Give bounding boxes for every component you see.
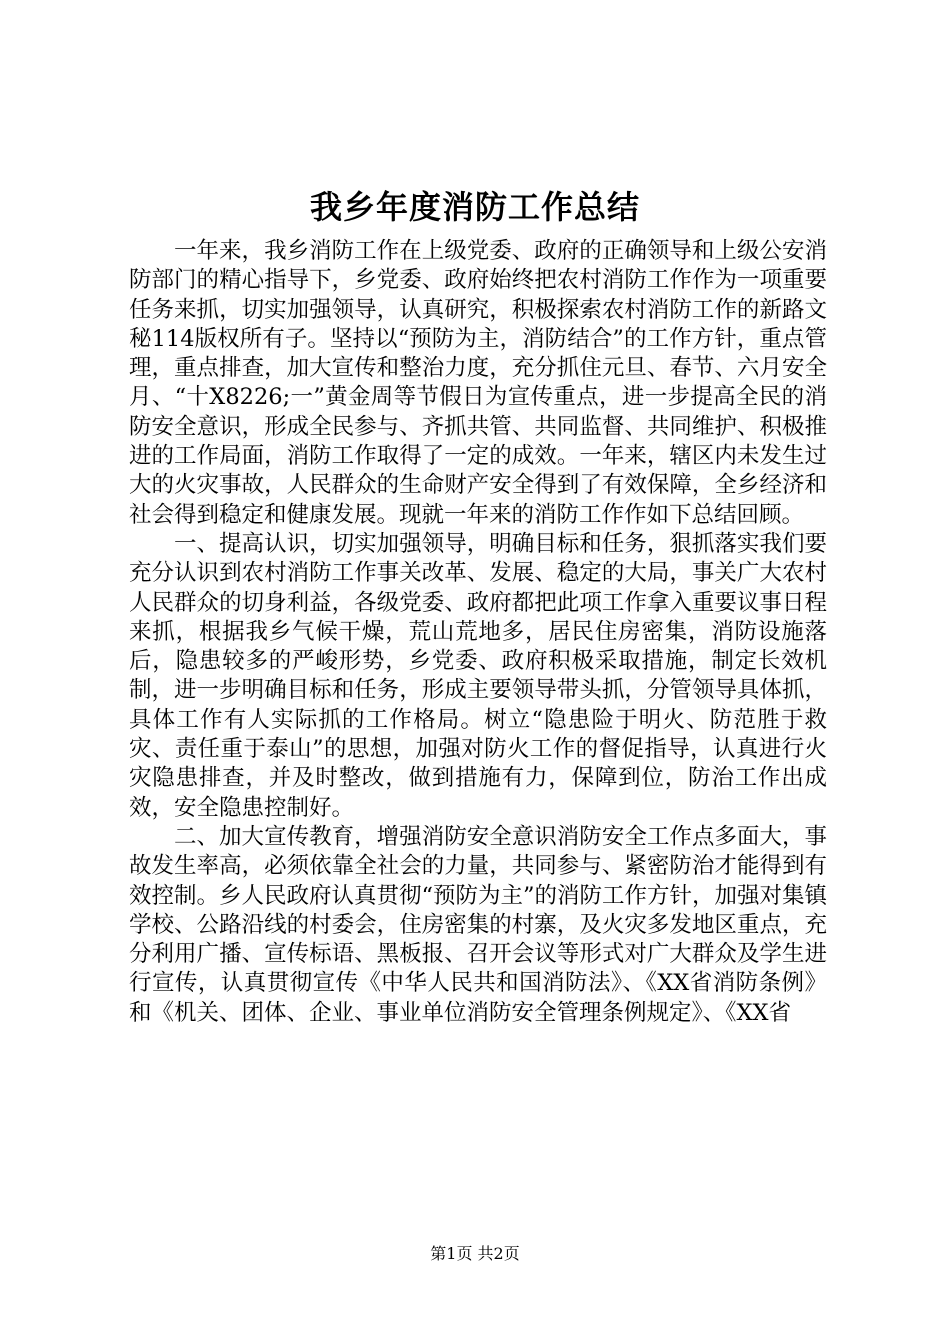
paragraph-section-2: 二、加大宣传教育，增强消防安全意识消防安全工作点多面大，事故发生率高，必须依靠全社会的力量，共同参与、紧密防治才能得到有效控制。乡人民政府认真贯彻“预防为主”的消防工作方针，加强对集镇学校、公路沿线的村委会，住房密集的村寨，及火灾多发地区重点，充分利用广播、宣传标语、黑板报、召开会议等形式对广大群众及学生进行宣传，认真贯彻宣传《中华人民共和国消防法》、《XX省消防条例》和《机关、团体、企业、事业单位消防安全管理条例规定》、《XX省 — [129, 823, 828, 1026]
paragraph-intro: 一年来，我乡消防工作在上级党委、政府的正确领导和上级公安消防部门的精心指导下，乡党委、政府始终把农村消防工作作为一项重要任务来抓，切实加强领导，认真研究，积极探索农村消防工作的新路文秘114版权所有子。坚持以“预防为主，消防结合”的工作方针，重点管理，重点排查，加大宣传和整治力度，充分抓住元旦、春节、六月安全月、“十X8226;一”黄金周等节假日为宣传重点，进一步提高全民的消防安全意识，形成全民参与、齐抓共管、共同监督、共同维护、积极推进的工作局面，消防工作取得了一定的成效。一年来，辖区内未发生过大的火灾事故，人民群众的生命财产安全得到了有效保障，全乡经济和社会得到稳定和健康发展。现就一年来的消防工作作如下总结回顾。 — [129, 238, 827, 528]
paragraph-section-1: 一、提高认识，切实加强领导，明确目标和任务，狠抓落实我们要充分认识到农村消防工作事关改革、发展、稳定的大局，事关广大农村人民群众的切身利益，各级党委、政府都把此项工作拿入重要议事日程来抓，根据我乡气候干燥，荒山荒地多，居民住房密集，消防设施落后，隐患较多的严峻形势，乡党委、政府积极采取措施，制定长效机制，进一步明确目标和任务，形成主要领导带头抓，分管领导具体抓，具体工作有人实际抓的工作格局。树立“隐患险于明火、防范胜于救灾、责任重于泰山”的思想，加强对防火工作的督促指导，认真进行火灾隐患排查，并及时整改，做到措施有力，保障到位，防治工作出成效，安全隐患控制好。 — [129, 530, 827, 821]
document-body — [129, 237, 827, 1028]
page-title: 我乡年度消防工作总结 — [309, 188, 640, 226]
page-number-footer: 第1页 共2页 — [430, 1244, 520, 1263]
